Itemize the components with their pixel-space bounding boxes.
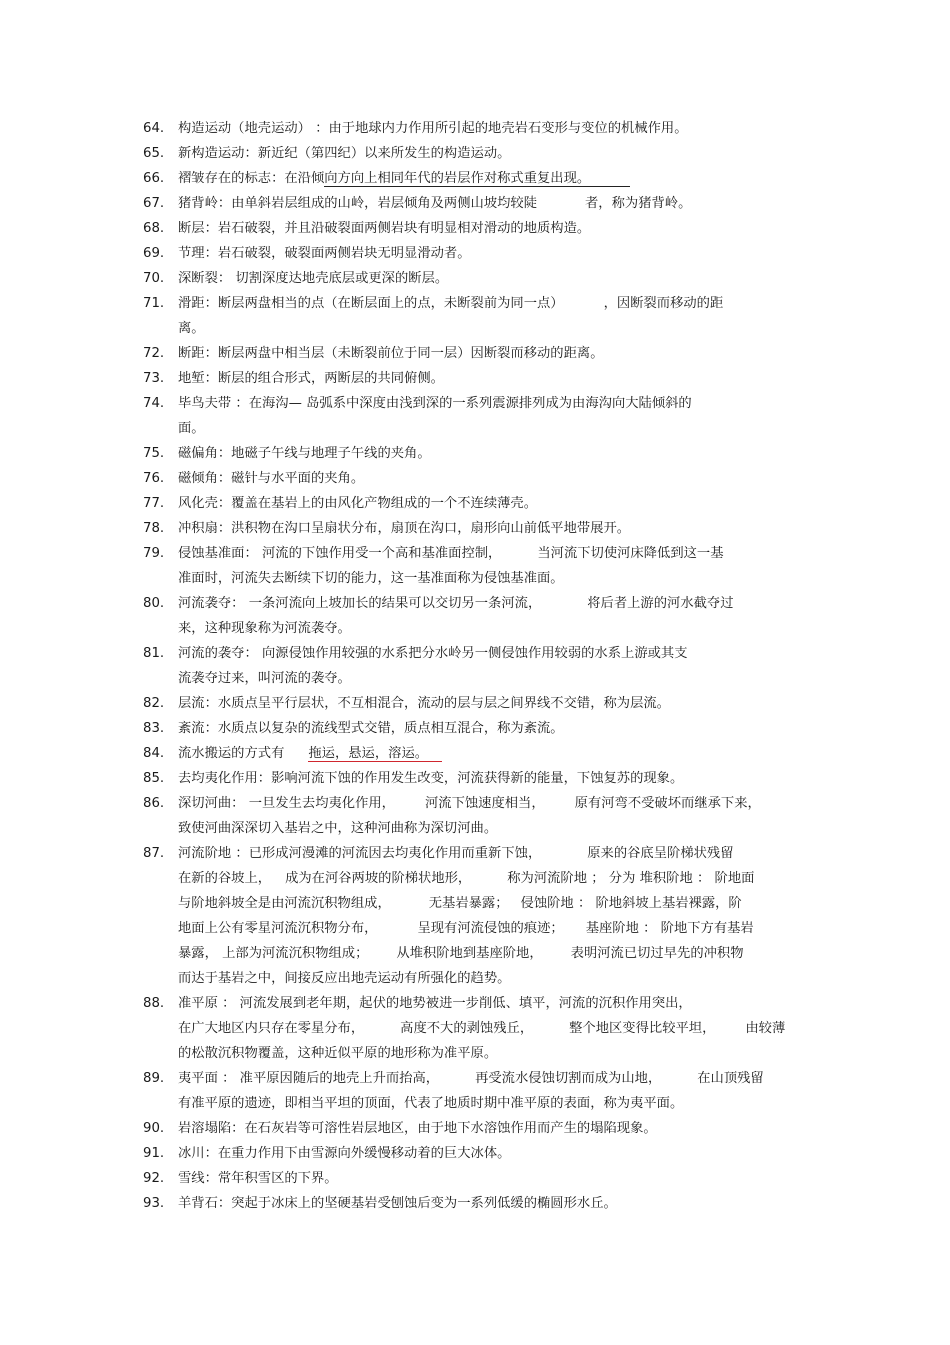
item-text: 在山顶残留 <box>697 1071 764 1086</box>
list-item <box>143 241 823 266</box>
item-number: 77. <box>143 496 165 511</box>
item-text: 面。 <box>178 421 205 436</box>
item-text: 有准平原的遗迹，即相当平坦的顶面，代表了地质时期中准平原的表面，称为夷平面。 <box>178 1096 684 1111</box>
item-text: 雪线：常年积雪区的下界。 <box>178 1171 338 1186</box>
item-text: 侵蚀基准面： 河流的下蚀作用受一个高和基准面控制， <box>178 546 502 561</box>
list-item <box>143 391 823 441</box>
item-number: 67. <box>143 196 165 211</box>
item-number: 74. <box>143 396 165 411</box>
item-number: 72. <box>143 346 165 361</box>
item-text: 在广大地区内只存在零星分布， <box>178 1021 365 1036</box>
item-text: 滑距：断层两盘相当的点（在断层面上的点，未断裂前为同一点） <box>178 296 564 311</box>
item-text: 新构造运动：新近纪（第四纪）以来所发生的构造运动。 <box>178 146 511 161</box>
item-number: 75. <box>143 446 165 461</box>
item-text: 河流阶地 ：已形成河漫滩的河流因去均夷化作用而重新下蚀， <box>178 846 542 861</box>
item-text: 断距：断层两盘中相当层（未断裂前位于同一层）因断裂而移动的距离。 <box>178 346 604 361</box>
item-number: 89. <box>143 1071 165 1086</box>
item-text: 呈现有河流侵蚀的痕迹； <box>417 921 564 936</box>
list-item <box>143 1166 823 1191</box>
item-text: 地堑：断层的组合形式，两断层的共同俯侧。 <box>178 371 444 386</box>
item-text: 毕鸟夫带 ：在海沟— 岛弧系中深度由浅到深的一系列震源排列成为由海沟向大陆倾斜的 <box>178 396 692 411</box>
item-text: 高度不大的剥蚀残丘， <box>400 1021 534 1036</box>
item-number: 87. <box>143 846 165 861</box>
item-text: 准平原 ： 河流发展到老年期，起伏的地势被进一步削低、填平，河流的沉积作用突出， <box>178 996 692 1011</box>
item-text: 暴露， 上部为河流沉积物组成； <box>178 946 369 961</box>
item-text: 来，这种现象称为河流袭夺。 <box>178 621 351 636</box>
item-text: 由较薄 <box>745 1021 786 1036</box>
item-number: 84. <box>143 746 165 761</box>
item-text: 将后者上游的河水截夺过 <box>587 596 734 611</box>
list-item <box>143 266 823 291</box>
item-text: 磁偏角：地磁子午线与地理子午线的夹角。 <box>178 446 431 461</box>
item-text: 者，称为猪背岭。 <box>585 196 692 211</box>
list-item <box>143 291 823 341</box>
item-text: 成为在河谷两坡的阶梯状地形， <box>285 871 472 886</box>
item-text: 侵蚀阶地 ： 阶地斜坡上基岩裸露，阶 <box>520 896 742 911</box>
item-text: 离。 <box>178 321 205 336</box>
item-text: 层流：水质点呈平行层状，不互相混合，流动的层与层之间界线不交错，称为层流。 <box>178 696 670 711</box>
list-item <box>143 741 823 766</box>
item-number: 93. <box>143 1196 165 1211</box>
item-number: 68. <box>143 221 165 236</box>
list-item <box>143 841 823 991</box>
item-text: ，因断裂而移动的距 <box>603 296 724 311</box>
item-text: 当河流下切使河床降低到这一基 <box>537 546 724 561</box>
item-text: 的松散沉积物覆盖，这种近似平原的地形称为准平原。 <box>178 1046 498 1061</box>
item-text: 构造运动（地壳运动） ：由于地球内力作用所引起的地壳岩石变形与变位的机械作用。 <box>178 121 688 136</box>
item-number: 71. <box>143 296 165 311</box>
item-number: 73. <box>143 371 165 386</box>
item-text: 基座阶地 ： 阶地下方有基岩 <box>585 921 754 936</box>
item-number: 70. <box>143 271 165 286</box>
item-text: 致使河曲深深切入基岩之中，这种河曲称为深切河曲。 <box>178 821 498 836</box>
item-number: 91. <box>143 1146 165 1161</box>
item-text: 原来的谷底呈阶梯状残留 <box>587 846 734 861</box>
item-number: 80. <box>143 596 165 611</box>
list-item <box>143 166 823 191</box>
item-text: 流水搬运的方式有 <box>178 746 285 761</box>
item-number: 88. <box>143 996 165 1011</box>
underlined-text: 拖运，悬运，溶运。 <box>308 746 442 762</box>
list-item <box>143 766 823 791</box>
item-number: 85. <box>143 771 165 786</box>
item-number: 83. <box>143 721 165 736</box>
item-text: 冰川：在重力作用下由雪源向外缓慢移动着的巨大冰体。 <box>178 1146 511 1161</box>
item-text: 而达于基岩之中，间接反应出地壳运动有所强化的趋势。 <box>178 971 511 986</box>
list-item <box>143 366 823 391</box>
item-number: 81. <box>143 646 165 661</box>
item-number: 69. <box>143 246 165 261</box>
item-number: 90. <box>143 1121 165 1136</box>
list-item <box>143 691 823 716</box>
list-item <box>143 591 823 641</box>
item-text: 无基岩暴露； <box>428 896 509 911</box>
list-item <box>143 1191 823 1216</box>
item-number: 78. <box>143 521 165 536</box>
item-text: 磁倾角：磁针与水平面的夹角。 <box>178 471 365 486</box>
item-number: 79. <box>143 546 165 561</box>
list-item <box>143 191 823 216</box>
item-text: 深切河曲： 一旦发生去均夷化作用， <box>178 796 395 811</box>
item-text: 夷平面 ： 准平原因随后的地壳上升而抬高， <box>178 1071 440 1086</box>
item-text: 与阶地斜坡全是由河流沉积物组成， <box>178 896 391 911</box>
item-text: 表明河流已切过早先的冲积物 <box>570 946 744 961</box>
item-text: 整个地区变得比较平坦， <box>569 1021 716 1036</box>
item-text: 从堆积阶地到基座阶地， <box>396 946 543 961</box>
item-text: 猪背岭：由单斜岩层组成的山岭，岩层倾角及两侧山坡均较陡 <box>178 196 538 211</box>
item-text: 风化壳：覆盖在基岩上的由风化产物组成的一个不连续薄壳。 <box>178 496 538 511</box>
list-item <box>143 216 823 241</box>
item-number: 64. <box>143 121 165 136</box>
item-text: 在新的谷坡上， <box>178 871 272 886</box>
item-text: 流袭夺过来，叫河流的袭夺。 <box>178 671 351 686</box>
item-text: 岩溶塌陷：在石灰岩等可溶性岩层地区，由于地下水溶蚀作用而产生的塌陷现象。 <box>178 1121 657 1136</box>
list-item <box>143 141 823 166</box>
list-item <box>143 1066 823 1116</box>
underlined-text: 向方向上相同年代的岩层作对称式重复出现。 <box>324 171 630 187</box>
list-item <box>143 1141 823 1166</box>
item-text: 断层：岩石破裂，并且沿破裂面两侧岩块有明显相对滑动的地质构造。 <box>178 221 591 236</box>
list-item <box>143 1116 823 1141</box>
item-text: 再受流水侵蚀切割而成为山地， <box>475 1071 662 1086</box>
item-text: 节理：岩石破裂，破裂面两侧岩块无明显滑动者。 <box>178 246 471 261</box>
item-number: 76. <box>143 471 165 486</box>
item-text: 地面上公有零星河流沉积物分布， <box>178 921 378 936</box>
item-text: 褶皱存在的标志：在沿倾 <box>178 171 325 186</box>
item-number: 86. <box>143 796 165 811</box>
item-text: 冲积扇：洪积物在沟口呈扇状分布，扇顶在沟口，扇形向山前低平地带展开。 <box>178 521 631 536</box>
item-text: 河流的袭夺： 向源侵蚀作用较强的水系把分水岭另一侧侵蚀作用较弱的水系上游或其支 <box>178 646 688 661</box>
list-item <box>143 441 823 466</box>
list-item <box>143 341 823 366</box>
item-text: 去均夷化作用：影响河流下蚀的作用发生改变，河流获得新的能量，下蚀复苏的现象。 <box>178 771 684 786</box>
list-item <box>143 541 823 591</box>
item-text: 原有河弯不受破坏而继承下来， <box>574 796 761 811</box>
list-item <box>143 516 823 541</box>
item-text: 河流下蚀速度相当， <box>424 796 545 811</box>
item-text: 紊流：水质点以复杂的流线型式交错，质点相互混合，称为紊流。 <box>178 721 564 736</box>
item-text: 河流袭夺： 一条河流向上坡加长的结果可以交切另一条河流， <box>178 596 542 611</box>
list-item <box>143 716 823 741</box>
list-item <box>143 466 823 491</box>
item-number: 66. <box>143 171 165 186</box>
list-item <box>143 791 823 841</box>
item-number: 82. <box>143 696 165 711</box>
list-item <box>143 991 823 1066</box>
item-text: 羊背石：突起于冰床上的坚硬基岩受刨蚀后变为一系列低缓的椭圆形水丘。 <box>178 1196 617 1211</box>
item-text: 准面时，河流失去断续下切的能力，这一基准面称为侵蚀基准面。 <box>178 571 564 586</box>
item-text: 称为河流阶地 ； 分为 堆积阶地 ： 阶地面 <box>507 871 755 886</box>
list-item <box>143 491 823 516</box>
item-number: 92. <box>143 1171 165 1186</box>
item-number: 65. <box>143 146 165 161</box>
item-text: 深断裂： 切割深度达地壳底层或更深的断层。 <box>178 271 449 286</box>
list-item <box>143 116 823 141</box>
list-item <box>143 641 823 691</box>
